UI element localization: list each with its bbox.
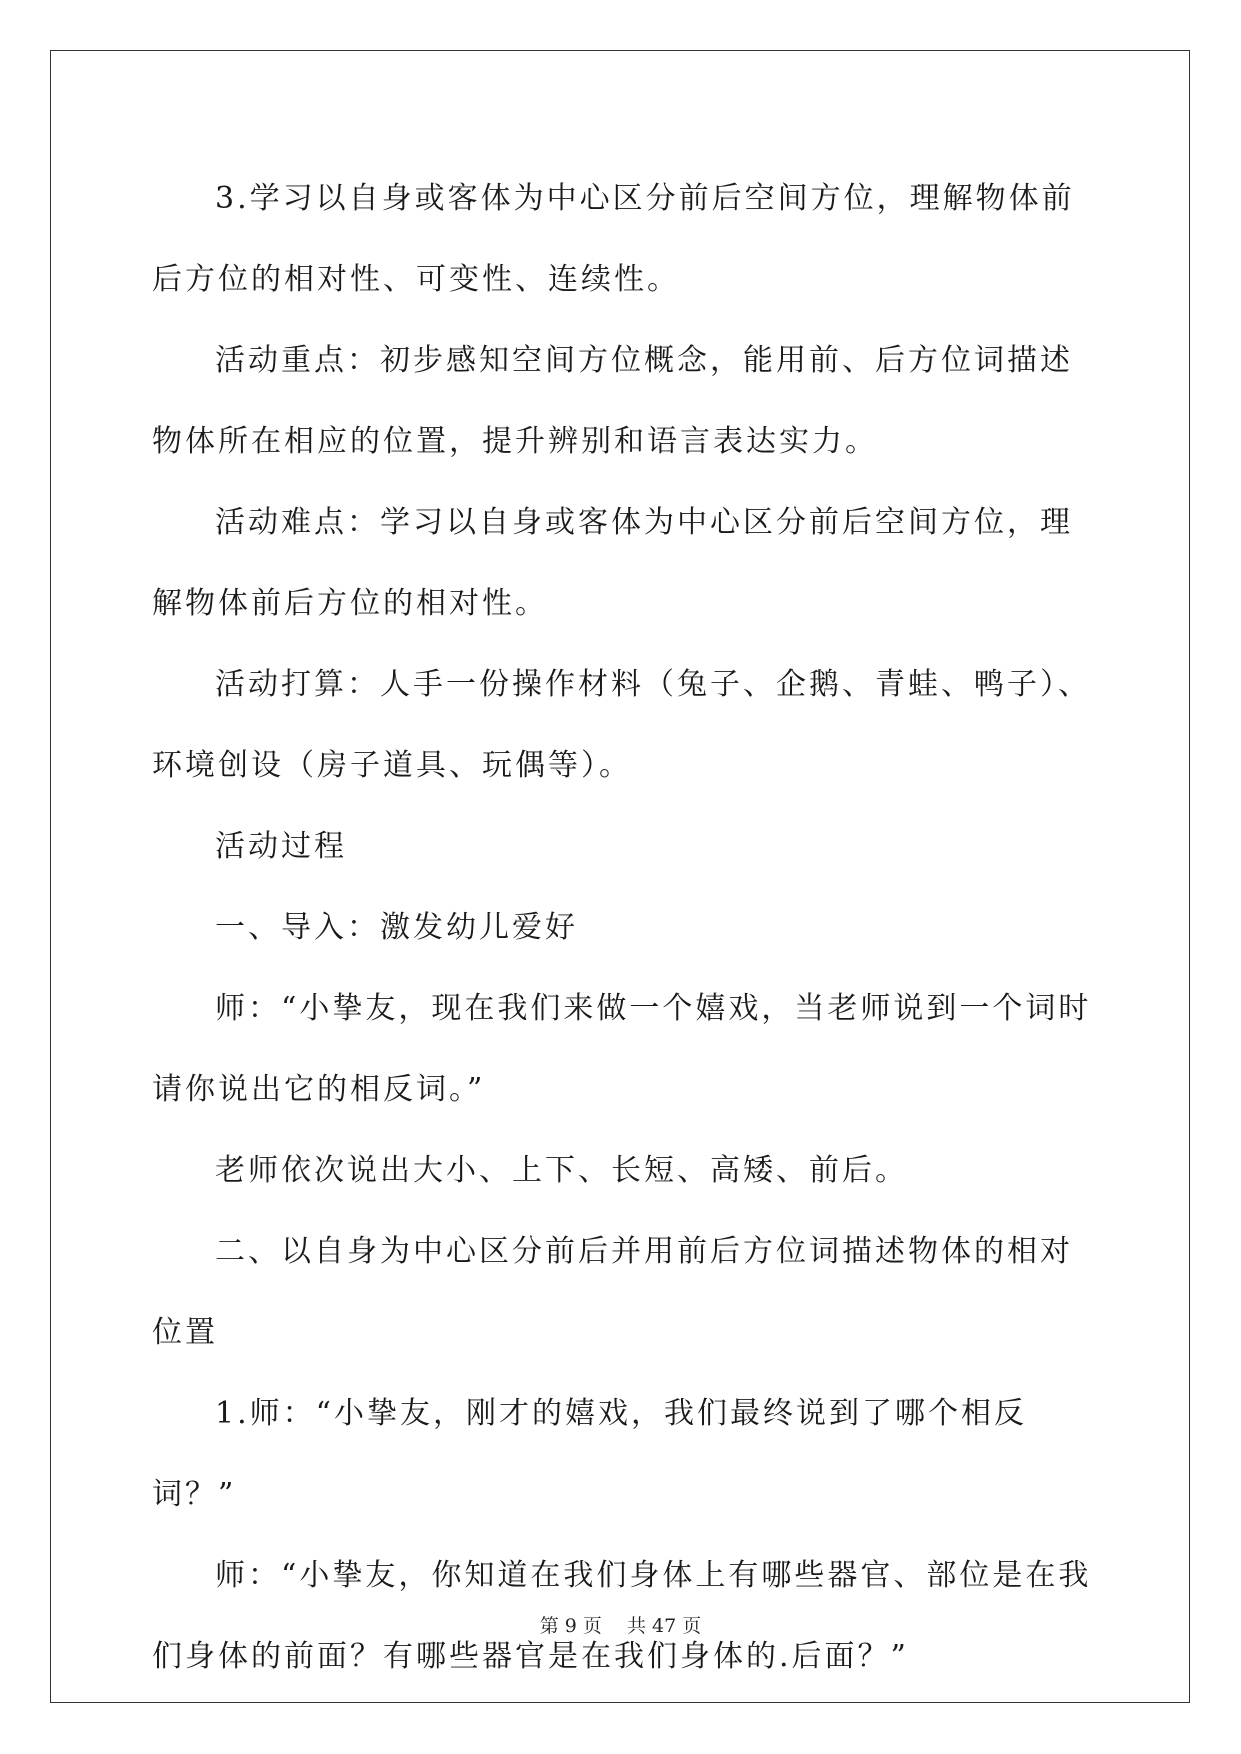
paragraph-opposites: 老师依次说出大小、上下、长短、高矮、前后。 xyxy=(215,1153,908,1188)
page-number-footer: 第 9 页 共 47 页 xyxy=(539,1615,702,1637)
paragraph-process-heading: 活动过程 xyxy=(215,829,347,864)
paragraph-key-point: 活动重点：初步感知空间方位概念，能用前、后方位词描述物体所在相应的位置，提升辨别和语言表达实力。 xyxy=(152,343,1073,459)
paragraph-section-2-heading: 二、以自身为中心区分前后并用前后方位词描述物体的相对位置 xyxy=(152,1234,1073,1350)
paragraph-objective-3: 3.学习以自身或客体为中心区分前后空间方位，理解物体前后方位的相对性、可变性、连续性。 xyxy=(152,181,1075,297)
paragraph-preparation: 活动打算：人手一份操作材料（兔子、企鹅、青蛙、鸭子）、环境创设（房子道具、玩偶等）。 xyxy=(152,667,1091,783)
paragraph-teacher-game: 师：“小挚友，现在我们来做一个嬉戏，当老师说到一个词时请你说出它的相反词。” xyxy=(152,991,1092,1107)
paragraph-section-1-heading: 一、导入：激发幼儿爱好 xyxy=(215,910,578,945)
paragraph-teacher-question-1: 1.师：“小挚友，刚才的嬉戏，我们最终说到了哪个相反词？” xyxy=(152,1396,1027,1512)
paragraph-teacher-question-2: 师：“小挚友，你知道在我们身体上有哪些器官、部位是在我们身体的前面？有哪些器官是在我们身体的.后面？” xyxy=(152,1558,1092,1674)
paragraph-difficulty: 活动难点：学习以自身或客体为中心区分前后空间方位，理解物体前后方位的相对性。 xyxy=(152,505,1073,621)
document-body xyxy=(152,158,1092,1697)
